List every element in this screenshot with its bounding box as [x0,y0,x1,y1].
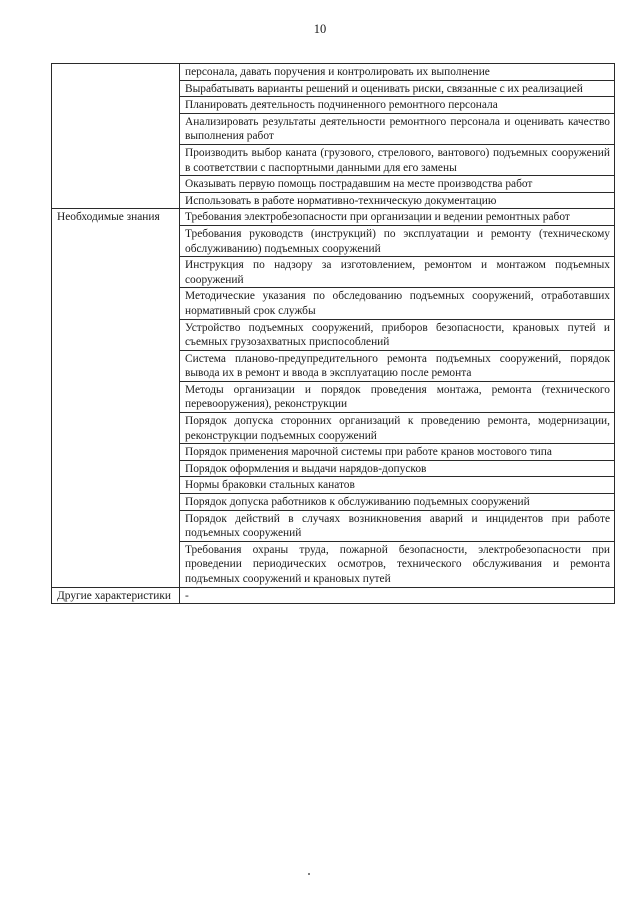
table-cell: Вырабатывать варианты решений и оценивать риски, связанные с их реализацией [180,80,615,97]
category-cell-skills [52,64,180,209]
qualification-table [51,63,615,604]
table-cell: Порядок оформления и выдачи нарядов-допусков [180,460,615,477]
table-cell: Устройство подъемных сооружений, приборов безопасности, крановых путей и съемных грузозахватных приспособлений [180,319,615,350]
table-cell: - [180,587,615,604]
table-cell: Порядок действий в случаях возникновения аварий и инцидентов при работе подъемных сооружений [180,510,615,541]
table-row [52,587,615,604]
table-cell: Методы организации и порядок проведения монтажа, ремонта (технического перевооружения), реконструкции [180,381,615,412]
scan-dot-mark [308,873,310,875]
table-cell: Производить выбор каната (грузового, стрелового, вантового) подъемных сооружений в соответствии с паспортными данными для его замены [180,144,615,175]
table-cell: Оказывать первую помощь пострадавшим на месте производства работ [180,176,615,193]
table-cell: Порядок допуска работников к обслуживанию подъемных сооружений [180,494,615,511]
table-cell: Порядок применения марочной системы при работе кранов мостового типа [180,444,615,461]
table-row [52,209,615,226]
table-cell: Требования руководств (инструкций) по эксплуатации и ремонту (техническому обслуживанию) подъемных сооружений [180,225,615,256]
table-cell: Порядок допуска сторонних организаций к проведению ремонта, модернизации, реконструкции подъемных сооружений [180,413,615,444]
table-cell: Требования электробезопасности при организации и ведении ремонтных работ [180,209,615,226]
table-cell: Система планово-предупредительного ремонта подъемных сооружений, порядок вывода их в ремонт и ввода в эксплуатацию после ремонта [180,350,615,381]
table-row [52,64,615,81]
table-cell: Нормы браковки стальных канатов [180,477,615,494]
page-number: 10 [313,22,327,36]
category-cell-other: Другие характеристики [52,587,180,604]
table-cell: Требования охраны труда, пожарной безопасности, электробезопасности при проведении периодических осмотров, технического обслуживания и ремонта подъемных сооружений и крановых путей [180,541,615,587]
category-cell-knowledge: Необходимые знания [52,209,180,587]
table-cell: Инструкция по надзору за изготовлением, ремонтом и монтажом подъемных сооружений [180,257,615,288]
table-cell: Анализировать результаты деятельности ремонтного персонала и оценивать качество выполнения работ [180,113,615,144]
table-cell: Планировать деятельность подчиненного ремонтного персонала [180,97,615,114]
table-cell: персонала, давать поручения и контролировать их выполнение [180,64,615,81]
table-cell: Методические указания по обследованию подъемных сооружений, отработавших нормативный срок службы [180,288,615,319]
table-cell: Использовать в работе нормативно-техническую документацию [180,192,615,209]
